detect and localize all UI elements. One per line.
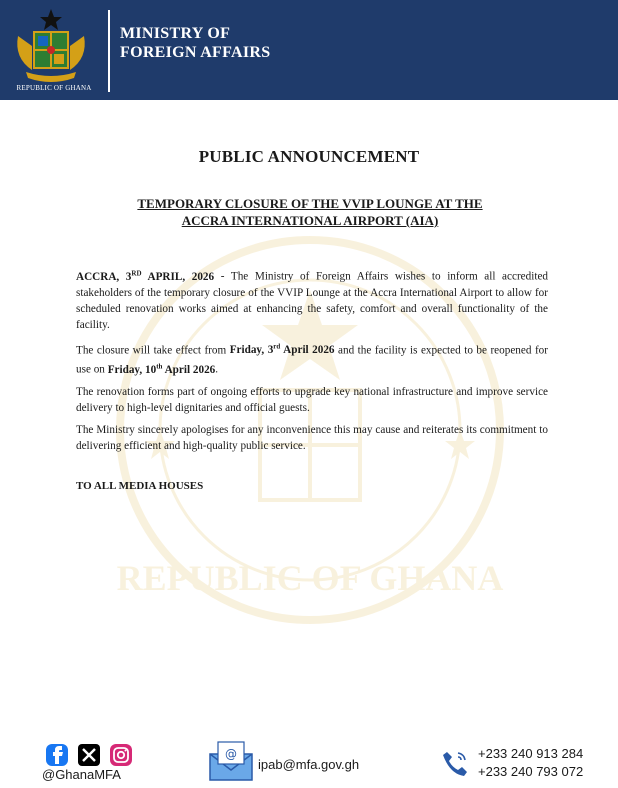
watermark-text: REPUBLIC OF GHANA [116,558,504,598]
dateline [76,271,214,283]
paragraph-2-part-c: . [215,364,219,377]
facebook-icon[interactable] [46,744,68,766]
page-title: PUBLIC ANNOUNCEMENT [198,147,420,166]
ministry-line-2: FOREIGN AFFAIRS [120,44,271,61]
reopen-date-a: Friday, 10 [107,364,157,377]
announcement-text [76,265,548,460]
start-date [230,344,335,356]
header-divider [108,10,110,92]
paragraph-2 [76,339,548,378]
phone-number-2[interactable]: +233 240 793 072 [478,764,584,779]
dateline-part-b: APRIL, 2026 [141,270,215,283]
mail-icon [208,740,254,782]
svg-text:@: @ [225,747,237,761]
paragraph-1 [76,265,548,333]
dateline-part-a: ACCRA, 3 [76,270,132,283]
instagram-icon[interactable] [110,744,132,766]
phone-icon [440,748,470,778]
social-icons [44,742,136,768]
ministry-name [120,24,270,62]
paragraph-1-text: - The Ministry of Foreign Affairs wishes to inform all accredited stakeholders of the temporary closure of the VVIP Lounge at the Accra International Airport to allow for scheduled renovation works aimed at enhancing the safety, comfort and overall functionality of the facility. [76,270,549,331]
paragraph-2-part-a: The closure will take effect from [76,344,230,357]
phone-numbers [478,745,583,781]
republic-of-ghana-label: REPUBLIC OF GHANA [16,84,92,92]
ministry-line-1: MINISTRY OF [120,25,231,42]
paragraph-4: The Ministry sincerely apologises for any inconvenience this may cause and reiterates its commitment to delivering efficient and high-quality public service. [76,424,548,453]
paragraph-2-part-b: and the facility is expected to be reopened for use on [76,344,548,377]
announcement-subtitle [90,195,530,229]
subtitle-line-2: ACCRA INTERNATIONAL AIRPORT (AIA) [181,213,439,228]
document-body [0,100,618,788]
closing-line: TO ALL MEDIA HOUSES [76,480,204,492]
header-bar [0,0,618,100]
email-address[interactable]: ipab@mfa.gov.gh [258,757,360,772]
social-handle[interactable]: @GhanaMFA [42,767,121,782]
dateline-sup: RD [131,269,142,277]
ghana-coat-of-arms-logo [10,6,92,86]
reopen-date [107,362,219,377]
paragraph-3: The renovation forms part of ongoing efforts to upgrade key national infrastructure and improve service delivery to high-level dignitaries and official guests. [76,386,548,415]
x-icon[interactable] [78,744,100,766]
phone-number-1[interactable]: +233 240 913 284 [478,746,584,761]
reopen-date-sup: th [156,362,163,371]
start-date-b: April 2026 [280,344,335,357]
start-date-sup: rd [273,342,281,351]
subtitle-line-1: TEMPORARY CLOSURE OF THE VVIP LOUNGE AT THE [137,196,483,211]
reopen-date-b: April 2026 [162,364,216,377]
start-date-a: Friday, 3 [229,344,274,357]
